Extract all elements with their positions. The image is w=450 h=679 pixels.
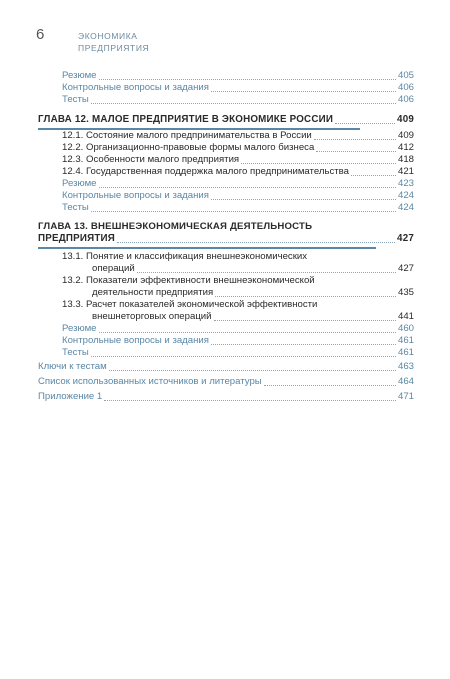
toc-entry[interactable]: [62, 94, 414, 106]
dot-leader: [211, 91, 396, 92]
dot-leader: [99, 187, 396, 188]
toc-entry[interactable]: [38, 376, 414, 388]
toc-section-entry[interactable]: [62, 142, 414, 154]
toc-entry-title: Контрольные вопросы и задания: [62, 82, 209, 93]
dot-leader: [215, 296, 396, 297]
toc-entry-title: Резюме: [62, 178, 97, 189]
toc-entry-page: 424: [397, 190, 414, 201]
toc-entry-page: 464: [397, 376, 414, 387]
toc-entry-title: Контрольные вопросы и задания: [62, 190, 209, 201]
dot-leader: [211, 199, 396, 200]
toc-entry-page: 471: [397, 391, 414, 402]
toc-entry-title: 12.4. Государственная поддержка малого предпринимательства: [62, 166, 349, 177]
dot-leader: [109, 370, 396, 371]
toc-entry-title: деятельности предприятия: [92, 287, 214, 298]
toc-entry-title: Ключи к тестам: [38, 361, 107, 372]
toc-chapter-entry[interactable]: [38, 114, 414, 126]
dot-leader: [241, 163, 396, 164]
toc-entry-title: Резюме: [62, 70, 97, 81]
toc-entry[interactable]: [62, 190, 414, 202]
toc-entry-page: 461: [397, 347, 414, 358]
toc-section-entry[interactable]: [62, 154, 414, 166]
dot-leader: [214, 320, 396, 321]
book-title-line-2: ПРЕДПРИЯТИЯ: [78, 43, 150, 53]
toc-entry-page: 427: [397, 263, 414, 274]
toc-entry-title: Контрольные вопросы и задания: [62, 335, 209, 346]
toc-entry-title: Тесты: [62, 347, 89, 358]
toc-entry-page: 423: [397, 178, 414, 189]
toc-entry[interactable]: [38, 391, 414, 403]
toc-chapter-title-line-1[interactable]: ГЛАВА 13. ВНЕШНЕЭКОНОМИЧЕСКАЯ ДЕЯТЕЛЬНОСТЬ: [38, 221, 313, 232]
dot-leader: [117, 242, 395, 243]
dot-leader: [335, 123, 395, 124]
dot-leader: [91, 103, 396, 104]
toc-entry[interactable]: [62, 70, 414, 82]
page-number: 6: [36, 26, 45, 43]
toc-section-entry[interactable]: [62, 166, 414, 178]
toc-entry-page: 406: [397, 94, 414, 105]
toc-entry-title: операций: [92, 263, 135, 274]
book-title: [78, 30, 149, 54]
chapter-underline: [38, 247, 376, 249]
toc-entry[interactable]: [38, 361, 414, 373]
toc-entry-title: Тесты: [62, 202, 89, 213]
toc-entry-page: 435: [397, 287, 414, 298]
toc-entry[interactable]: [62, 323, 414, 335]
toc-entry-title: Резюме: [62, 323, 97, 334]
toc-section-entry[interactable]: [62, 130, 414, 142]
toc-entry[interactable]: [62, 82, 414, 94]
dot-leader: [91, 356, 396, 357]
toc-section-title-line-1[interactable]: 13.3. Расчет показателей экономической эффективности: [62, 299, 318, 310]
toc-entry-page: 421: [397, 166, 414, 177]
toc-entry-page: 427: [397, 233, 414, 244]
toc-entry[interactable]: [62, 347, 414, 359]
toc-entry-title: 12.2. Организационно-правовые формы малого бизнеса: [62, 142, 315, 153]
toc-section-entry[interactable]: [62, 263, 414, 275]
dot-leader: [211, 344, 396, 345]
toc-entry-page: 418: [397, 154, 414, 165]
toc-entry[interactable]: [62, 202, 414, 214]
book-title-line-1: ЭКОНОМИКА: [78, 31, 138, 41]
toc-entry-page: 424: [397, 202, 414, 213]
toc-entry-title: 12.1. Состояние малого предпринимательства в России: [62, 130, 312, 141]
dot-leader: [104, 400, 396, 401]
toc-entry-page: 441: [397, 311, 414, 322]
dot-leader: [99, 332, 396, 333]
toc-entry-title: внешнеторговых операций: [92, 311, 212, 322]
dot-leader: [314, 139, 396, 140]
toc-entry-page: 412: [397, 142, 414, 153]
toc-entry-page: 405: [397, 70, 414, 81]
toc-entry-title: Приложение 1: [38, 391, 103, 402]
dot-leader: [91, 211, 396, 212]
toc-entry[interactable]: [62, 178, 414, 190]
dot-leader: [99, 79, 396, 80]
toc-chapter-title: ГЛАВА 12. МАЛОЕ ПРЕДПРИЯТИЕ В ЭКОНОМИКЕ РОССИИ: [38, 114, 334, 125]
toc-entry-page: 463: [397, 361, 414, 372]
dot-leader: [264, 385, 396, 386]
toc-section-title-line-1[interactable]: 13.1. Понятие и классификация внешнеэкономических: [62, 251, 308, 262]
toc-section-title-line-1[interactable]: 13.2. Показатели эффективности внешнеэкономической: [62, 275, 315, 286]
toc-section-entry[interactable]: [62, 311, 414, 323]
toc-entry-page: 409: [397, 130, 414, 141]
toc-entry-page: 461: [397, 335, 414, 346]
toc-entry-page: 406: [397, 82, 414, 93]
dot-leader: [316, 151, 396, 152]
toc-entry[interactable]: [62, 335, 414, 347]
toc-entry-title: Тесты: [62, 94, 89, 105]
toc-section-entry[interactable]: [62, 287, 414, 299]
toc-chapter-title: ПРЕДПРИЯТИЯ: [38, 233, 116, 244]
toc-entry-title: 12.3. Особенности малого предприятия: [62, 154, 240, 165]
dot-leader: [137, 272, 396, 273]
dot-leader: [351, 175, 396, 176]
toc-entry-page: 409: [397, 114, 414, 125]
toc-chapter-entry[interactable]: [38, 233, 414, 245]
toc-entry-page: 460: [397, 323, 414, 334]
toc-entry-title: Список использованных источников и литературы: [38, 376, 262, 387]
